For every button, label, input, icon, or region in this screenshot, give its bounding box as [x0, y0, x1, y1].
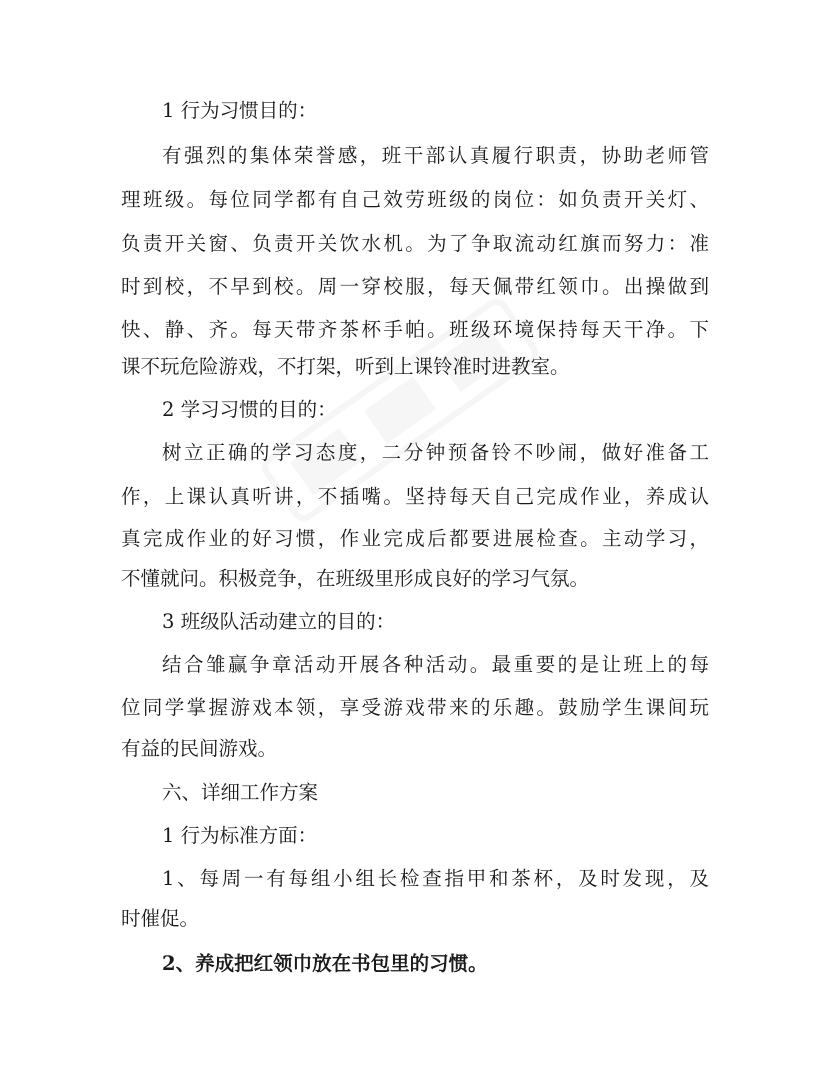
paragraph-line: 有强烈的集体荣誉感，班干部认真履行职责，协助老师管	[162, 144, 709, 167]
list-item: 2、养成把红领巾放在书包里的习惯。	[162, 952, 488, 975]
heading-study-goals: 2 学习习惯的目的：	[162, 398, 337, 421]
paragraph-line: 有益的民间游戏。	[121, 737, 278, 760]
paragraph-line: 时到校，不早到校。周一穿校服，每天佩带红领巾。出操做到	[121, 275, 709, 298]
paragraph-line: 理班级。每位同学都有自己效劳班级的岗位：如负责开关灯、	[121, 188, 709, 211]
heading-class-activity-goals: 3 班级队活动建立的目的：	[162, 610, 396, 633]
paragraph-line: 位同学掌握游戏本领，享受游戏带来的乐趣。鼓励学生课间玩	[121, 696, 709, 719]
paragraph-line: 课不玩危险游戏，不打架，听到上课铃准时进教室。	[121, 355, 570, 378]
paragraph-line: 真完成作业的好习惯，作业完成后都要进展检查。主动学习，	[121, 527, 709, 550]
paragraph-line: 作，上课认真听讲，不插嘴。坚持每天自己完成作业，养成认	[121, 485, 709, 508]
paragraph-line: 快、静、齐。每天带齐茶杯手帕。班级环境保持每天干净。下	[121, 318, 709, 341]
heading-behavior-goals: 1 行为习惯目的：	[162, 99, 318, 122]
paragraph-line: 结合雏赢争章活动开展各种活动。最重要的是让班上的每	[162, 653, 709, 676]
paragraph-line: 树立正确的学习态度，二分钟预备铃不吵闹，做好准备工	[162, 441, 709, 464]
list-item: 1、每周一有每组小组长检查指甲和茶杯，及时发现，及	[162, 867, 709, 890]
paragraph-line: 不懂就问。积极竞争，在班级里形成良好的学习气氛。	[121, 567, 590, 590]
paragraph-line: 负责开关窗、负责开关饮水机。为了争取流动红旗而努力：准	[121, 232, 709, 255]
heading-behavior-standards: 1 行为标准方面：	[162, 824, 318, 847]
section-title: 六、详细工作方案	[162, 781, 319, 804]
list-item-continuation: 时催促。	[121, 907, 200, 930]
